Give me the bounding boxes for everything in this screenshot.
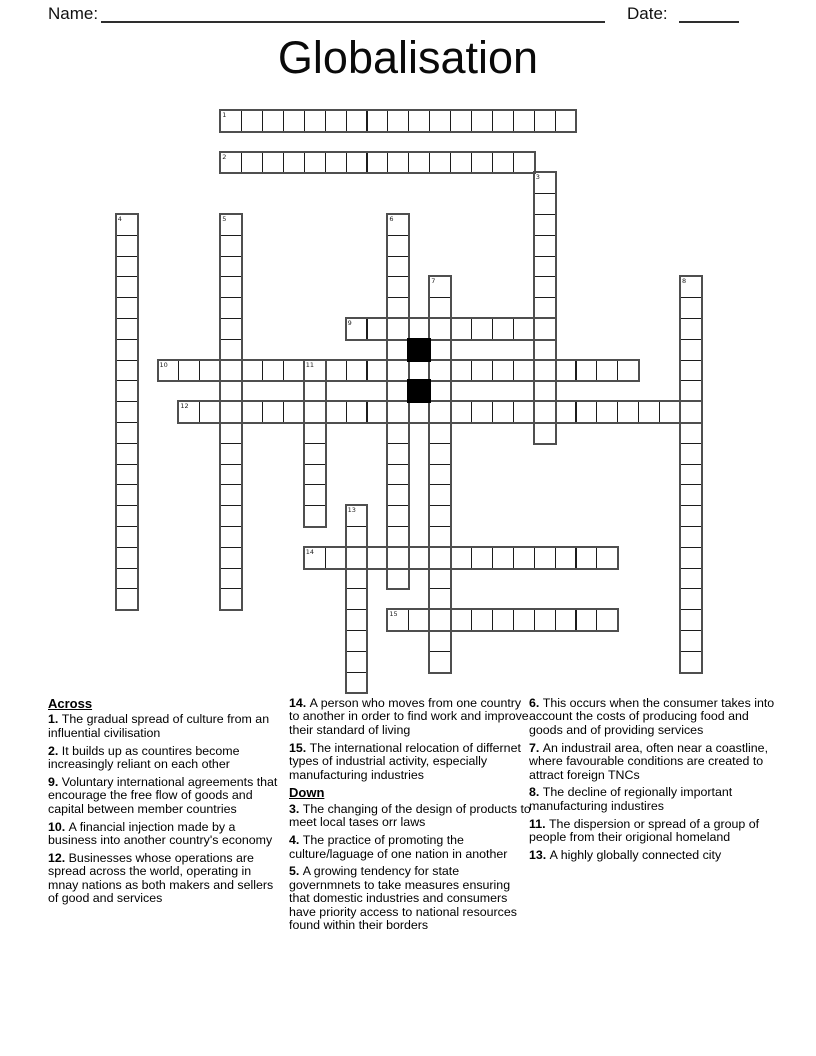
clue-number: 8 bbox=[682, 277, 687, 286]
clue-11: 11. The dispersion or spread of a group of people from their origional homeland bbox=[529, 816, 760, 845]
clue-7: 7. An industrail area, often near a coastline, where favourable conditions are created to attract foreign TNCs bbox=[529, 740, 769, 782]
black-cell bbox=[407, 338, 431, 362]
date-label: Date: bbox=[627, 4, 668, 23]
clue-number: 10 bbox=[159, 360, 168, 369]
word-11-down-outline bbox=[303, 359, 327, 528]
clue-6: 6. This occurs when the consumer takes into account the costs of producing food and goods and of providing services bbox=[529, 696, 775, 737]
word-14-across-outline bbox=[303, 546, 620, 570]
word-4-down-outline bbox=[115, 213, 139, 611]
clue-2: 2. It builds up as countires become increasingly reliant on each other bbox=[48, 743, 240, 772]
clue-13: 13. A highly globally connected city bbox=[529, 848, 722, 863]
page-title: Globalisation bbox=[277, 32, 539, 83]
word-9-across-outline bbox=[345, 317, 557, 341]
clue-number: 5 bbox=[222, 215, 227, 223]
clue-number: 2 bbox=[222, 152, 227, 161]
clue-number: 6 bbox=[389, 215, 394, 223]
word-2-across-outline bbox=[219, 151, 536, 175]
clue-number: 15 bbox=[389, 610, 398, 619]
clue-10: 10. A financial injection made by a business into another country's economy bbox=[48, 819, 273, 848]
clue-3: 3. The changing of the design of products to meet local tases orr laws bbox=[289, 801, 531, 830]
word-1-across-outline bbox=[219, 109, 577, 133]
clues-column-3 bbox=[529, 697, 775, 867]
clue-number: 4 bbox=[117, 215, 122, 223]
clue-number: 9 bbox=[347, 319, 352, 327]
clue-14: 14. A person who moves from one country to another in order to find work and improve their standard of living bbox=[289, 696, 529, 737]
word-10-across-outline bbox=[157, 359, 641, 383]
clues-across-heading: Across bbox=[48, 696, 93, 711]
clue-4: 4. The practice of promoting the culture/laguage of one nation in another bbox=[289, 833, 508, 861]
clues-column-1 bbox=[48, 697, 280, 910]
black-cell bbox=[407, 379, 431, 403]
clue-12: 12. Businesses whose operations are spread across the world, operating in mnay nations as both makers and sellers of good and services bbox=[48, 851, 274, 906]
clue-number: 11 bbox=[305, 360, 315, 369]
clue-number: 1 bbox=[222, 111, 227, 119]
clue-number: 3 bbox=[535, 173, 540, 182]
clue-1: 1. The gradual spread of culture from an influential civilisation bbox=[48, 712, 270, 740]
clue-number: 14 bbox=[305, 547, 315, 556]
word-15-across-outline bbox=[386, 608, 619, 632]
clue-5: 5. A growing tendency for state governmnets to take measures ensuring that domestic industries and consumers have priority access to national resources found within their borders bbox=[289, 864, 517, 933]
clue-15: 15. The international relocation of differnet types of industrial activity, especially manufacturing industries bbox=[289, 740, 521, 782]
clue-number: 7 bbox=[431, 277, 436, 286]
clue-8: 8. The decline of regionally important manufacturing industires bbox=[529, 785, 733, 813]
word-12-across-outline bbox=[177, 400, 703, 424]
name-label: Name: bbox=[48, 4, 99, 23]
word-8-down-outline bbox=[679, 275, 703, 673]
clues-down-heading: Down bbox=[289, 785, 325, 801]
word-13-down-outline bbox=[345, 504, 369, 694]
clue-number: 12 bbox=[180, 402, 189, 411]
clue-number: 13 bbox=[347, 506, 356, 515]
clues-column-2 bbox=[289, 697, 532, 937]
clue-9: 9. Voluntary international agreements that encourage the free flow of goods and capital between member countries bbox=[48, 775, 278, 816]
